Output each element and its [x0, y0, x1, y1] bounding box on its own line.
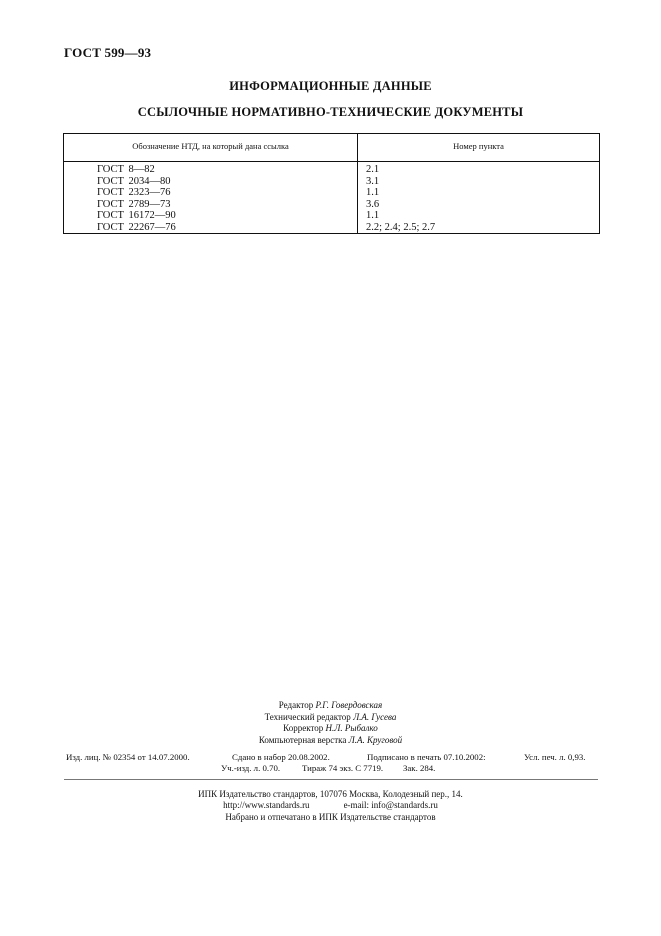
reference-table — [63, 133, 600, 234]
proofreader-name: Н.Л. Рыбалко — [325, 723, 378, 734]
ntd-cell: ГОСТ 2789—73 — [97, 198, 171, 210]
ntd-cell: ГОСТ 2323—76 — [97, 187, 171, 199]
item-cell: 3.1 — [366, 175, 380, 187]
layout-line — [0, 735, 661, 747]
sent-to-set-date: Сдано в набор 20.08.2002. — [232, 752, 330, 762]
table-body — [64, 164, 599, 234]
item-cell: 3.6 — [366, 198, 380, 210]
ntd-cell: ГОСТ 2034—80 — [97, 175, 171, 187]
ntd-cell: ГОСТ 22267—76 — [97, 221, 176, 233]
license-info: Изд. лиц. № 02354 от 14.07.2000. — [66, 752, 190, 762]
document-code: ГОСТ 599—93 — [64, 45, 152, 60]
staff-credits — [0, 700, 661, 747]
printed-by: Набрано и отпечатано в ИПК Издательстве стандартов — [225, 811, 436, 822]
publisher-info — [0, 789, 661, 823]
publisher-email[interactable]: e-mail: info@standards.ru — [343, 800, 438, 811]
layout-name: Л.А. Круговой — [348, 735, 403, 746]
section-title: ИНФОРМАЦИОННЫЕ ДАННЫЕ — [229, 79, 432, 93]
tech-editor-line — [0, 712, 661, 724]
publisher-address: ИПК Издательство стандартов, 107076 Москва, Колодезный пер., 14. — [198, 789, 463, 799]
tech-editor-name: Л.А. Гусева — [353, 711, 397, 722]
print-run: Тираж 74 экз. С 7719. — [302, 763, 384, 773]
layout-label: Компьютерная верстка — [258, 735, 347, 746]
table-row — [64, 210, 599, 222]
order-number: Зак. 284. — [403, 763, 436, 773]
ntd-cell: ГОСТ 8—82 — [97, 164, 155, 175]
table-row — [64, 187, 599, 199]
item-cell: 2.1 — [366, 164, 380, 175]
editor-label: Редактор — [278, 700, 314, 710]
column-header-item: Номер пункта — [453, 141, 504, 151]
tech-editor-label: Технический редактор — [264, 711, 351, 722]
proofreader-label: Корректор — [283, 723, 324, 734]
table-row — [64, 199, 599, 211]
print-sheets: Усл. печ. л. 0,93. — [524, 752, 586, 762]
section-subtitle: ССЫЛОЧНЫЕ НОРМАТИВНО-ТЕХНИЧЕСКИЕ ДОКУМЕНТЫ — [137, 105, 524, 119]
publisher-website[interactable]: http://www.standards.ru — [223, 800, 310, 811]
table-row — [64, 222, 599, 234]
editor-name: Р.Г. Говердовская — [315, 700, 383, 710]
publisher-contacts — [0, 800, 661, 811]
table-row — [64, 176, 599, 188]
item-cell: 2.2; 2.4; 2.5; 2.7 — [366, 221, 436, 233]
ntd-cell: ГОСТ 16172—90 — [97, 210, 176, 222]
publisher-sheets: Уч.-изд. л. 0.70. — [221, 763, 281, 773]
signed-to-print-date: Подписано в печать 07.10.2002: — [367, 752, 486, 762]
item-cell: 1.1 — [366, 210, 380, 222]
table-row — [64, 164, 599, 176]
item-cell: 1.1 — [366, 187, 380, 199]
editor-line — [0, 700, 661, 712]
column-header-ntd: Обозначение НТД, на который дана ссылка — [132, 141, 289, 151]
table-header-row — [64, 134, 599, 162]
divider-rule — [64, 779, 598, 780]
proofreader-line — [0, 723, 661, 735]
